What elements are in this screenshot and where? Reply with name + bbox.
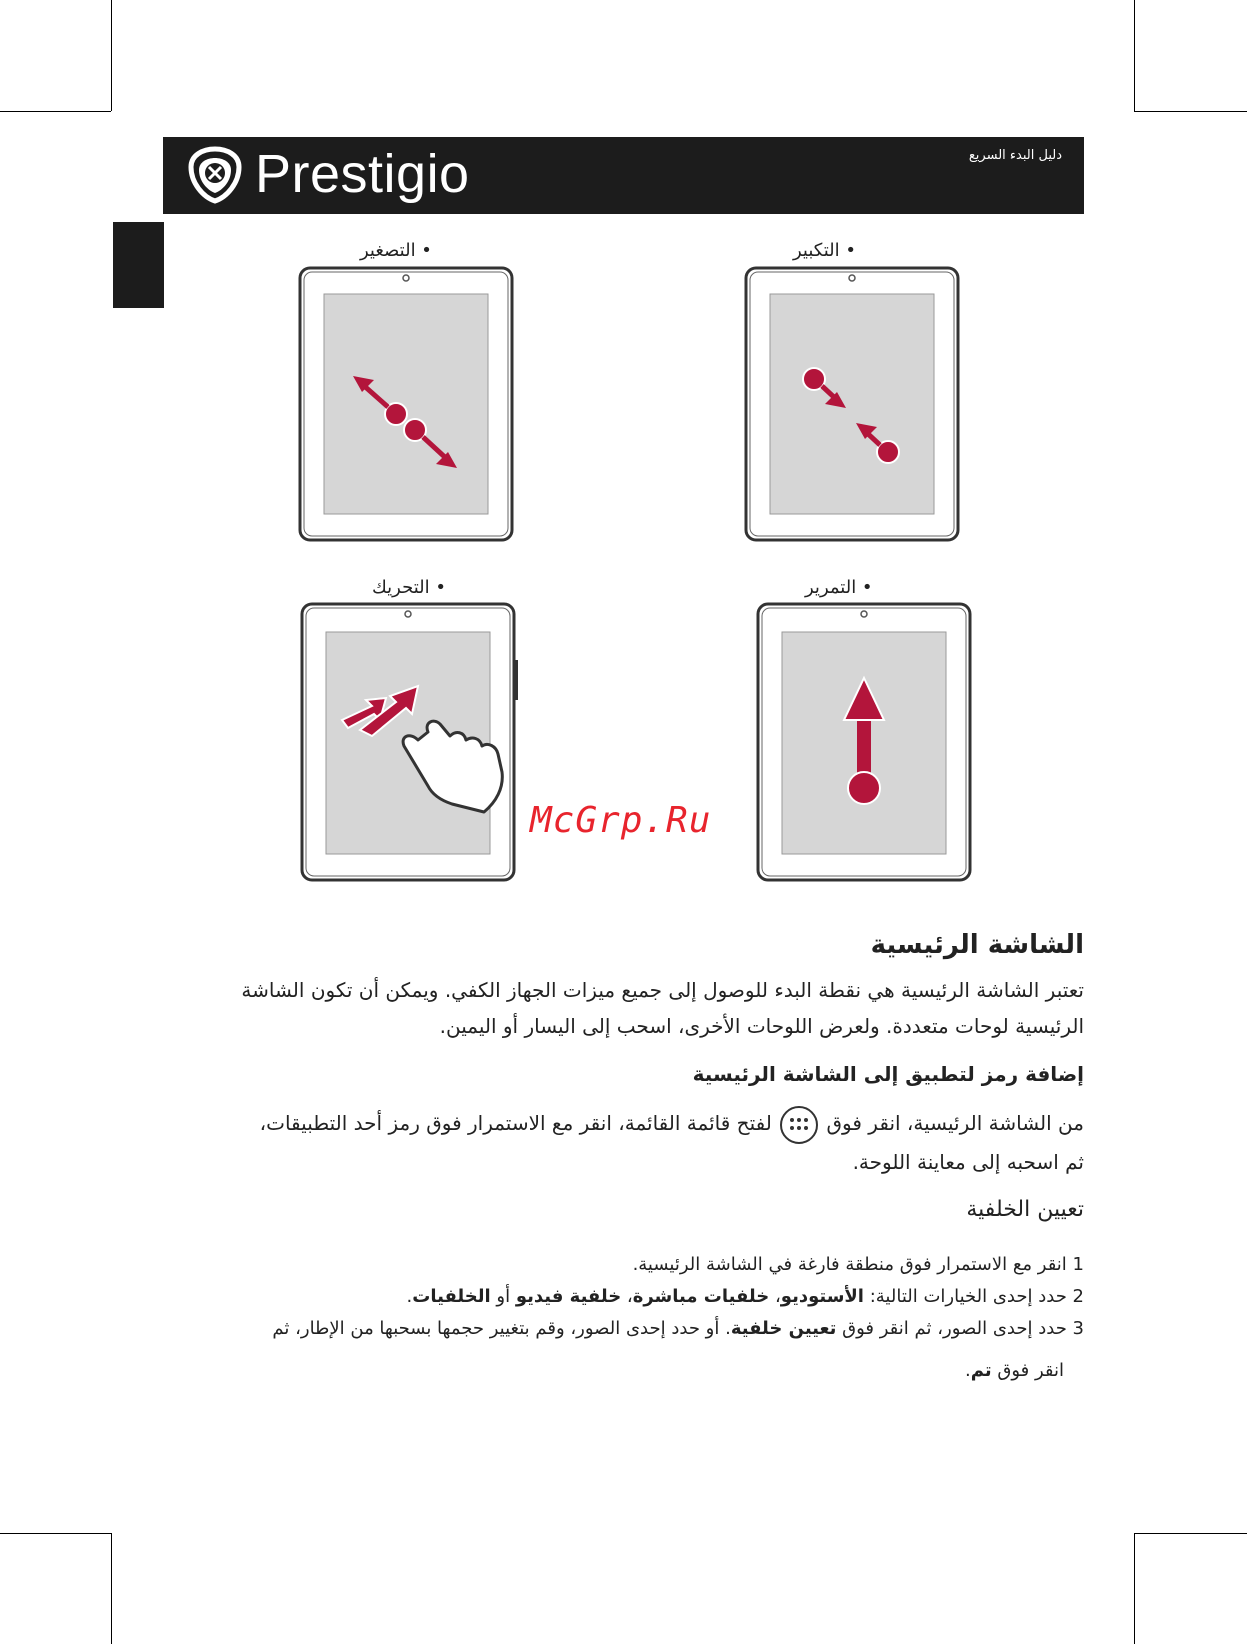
crop-mark	[1134, 0, 1135, 111]
document-title: دليل البدء السريع	[968, 148, 1062, 163]
side-tab	[113, 222, 164, 308]
gesture-label-zoom-out: • التصغير	[360, 240, 432, 261]
add-icon-text-part2: لفتح قائمة القائمة، انقر مع الاستمرار فوق رمز أحد التطبيقات، ثم اسحبه إلى معاينة اللوحة.	[259, 1111, 1084, 1174]
section-title-add-icon: إضافة رمز لتطبيق إلى الشاشة الرئيسية	[692, 1062, 1084, 1086]
crop-mark	[1134, 1533, 1247, 1534]
watermark-text: McGrp.Ru	[530, 800, 712, 841]
option-gallery: الأستوديو	[780, 1286, 864, 1307]
gesture-label-scroll: • التمرير	[805, 577, 873, 598]
section-title-home-screen: الشاشة الرئيسية	[870, 930, 1084, 960]
tablet-illustration-zoom-out	[298, 266, 516, 544]
option-video-wallpaper: خلفية فيديو	[515, 1286, 622, 1307]
add-icon-paragraph	[254, 1105, 1084, 1180]
brand-logo-text: Prestigio	[255, 144, 470, 204]
crop-mark	[1134, 111, 1247, 112]
period: .	[965, 1360, 971, 1381]
option-live-wallpapers: خلفيات مباشرة	[632, 1286, 770, 1307]
section-title-wallpaper: تعيين الخلفية	[966, 1197, 1084, 1222]
header-bar	[163, 137, 1084, 214]
option-wallpapers: الخلفيات	[412, 1286, 491, 1307]
step3-intro: 3 حدد إحدى الصور، ثم انقر فوق	[836, 1318, 1084, 1339]
home-screen-paragraph: تعتبر الشاشة الرئيسية هي نقطة البدء للوصول إلى جميع ميزات الجهاز الكفي. ويمكن أن تكون الشاشة الرئيسية لوحات متعددة. ولعرض اللوحات الأخرى، اسحب إلى اليسار أو اليمين.	[241, 978, 1084, 1038]
step3-rest: . أو حدد إحدى الصور، وقم بتغيير حجمها بسحبها من الإطار، ثم	[272, 1318, 731, 1339]
prestigio-shield-icon	[185, 145, 245, 205]
crop-mark	[111, 1533, 112, 1644]
wallpaper-step-3-continued	[965, 1356, 1064, 1386]
tablet-illustration-scroll	[756, 602, 974, 884]
tablet-illustration-zoom-in	[744, 266, 962, 544]
wallpaper-step-1: 1 انقر مع الاستمرار فوق منطقة فارغة في الشاشة الرئيسية.	[632, 1254, 1084, 1275]
step3b-intro: انقر فوق	[991, 1360, 1064, 1381]
step2-intro: 2 حدد إحدى الخيارات التالية:	[863, 1286, 1084, 1307]
separator-or: أو	[490, 1286, 516, 1307]
tablet-illustration-move	[300, 602, 530, 884]
gesture-label-zoom-in: • التكبير	[793, 240, 856, 261]
crop-mark	[0, 1533, 111, 1534]
crop-mark	[111, 0, 112, 111]
period: .	[406, 1286, 413, 1307]
wallpaper-step-3	[224, 1314, 1084, 1344]
separator: ،	[769, 1286, 781, 1307]
set-wallpaper-label: تعيين خلفية	[730, 1318, 837, 1339]
wallpaper-step-2	[407, 1282, 1084, 1312]
add-icon-text-part1: من الشاشة الرئيسية، انقر فوق	[826, 1111, 1084, 1135]
separator: ،	[621, 1286, 633, 1307]
crop-mark	[0, 111, 111, 112]
crop-mark	[1134, 1533, 1135, 1644]
apps-grid-icon	[780, 1106, 818, 1144]
done-label: تم	[970, 1360, 992, 1381]
gesture-label-move: • التحريك	[372, 577, 446, 598]
